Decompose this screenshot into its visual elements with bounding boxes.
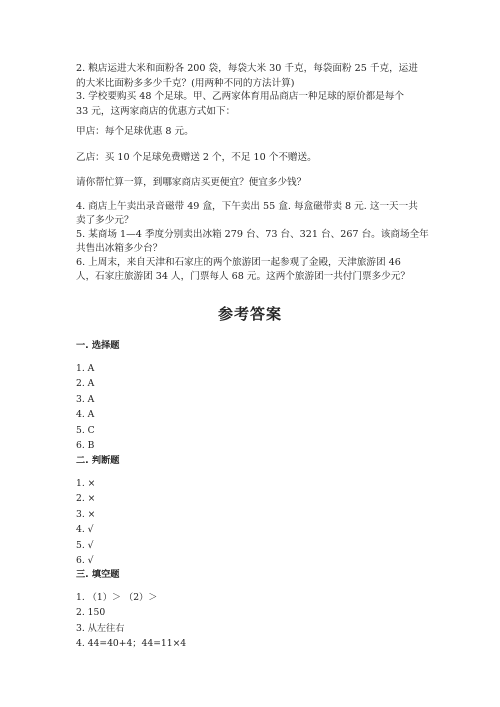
problem-4-line-1: 4. 商店上午卖出录音磁带 49 盒，下午卖出 55 盒. 每盒磁带卖 8 元. 这一天一共 bbox=[76, 201, 418, 212]
list-item: 5. √ bbox=[76, 539, 94, 551]
problem-3-line-2: 33 元，这两家商店的优惠方式如下： bbox=[76, 106, 236, 117]
problem-3-line-1: 3. 学校要购买 48 个足球。甲、乙两家体育用品商店一种足球的原价都是每个 bbox=[76, 91, 404, 102]
problem-6-line-2: 人，石家庄旅游团 34 人，门票每人 68 元。这两个旅游团一共付门票多少元？ bbox=[76, 271, 411, 282]
list-item: 3. 从左往右 bbox=[76, 622, 125, 634]
problem-4-line-2: 卖了多少元？ bbox=[76, 215, 134, 226]
answer-list-fill bbox=[76, 590, 186, 652]
list-item: 6. √ bbox=[76, 555, 94, 567]
shop-a-offer: 甲店：每个足球优惠 8 元。 bbox=[76, 126, 194, 137]
list-item: 2. 150 bbox=[76, 607, 106, 619]
problem-2-line-1: 2. 粮店运进大米和面粉各 200 袋，每袋大米 30 千克，每袋面粉 25 千克，运进 bbox=[76, 63, 418, 74]
list-item: 5. C bbox=[76, 424, 95, 436]
list-item: 2. A bbox=[76, 378, 95, 390]
section-heading-choice: 一. 选择题 bbox=[76, 340, 120, 351]
problem-5-line-1: 5. 某商场 1—4 季度分别卖出冰箱 279 台、73 台、321 台、267 台。该商场全年 bbox=[76, 229, 429, 240]
list-item: 1. × bbox=[76, 478, 96, 489]
problem-6-line-1: 6. 上周末，来自天津和石家庄的两个旅游团一起参观了金殿，天津旅游团 46 bbox=[76, 257, 401, 268]
shop-b-offer: 乙店：买 10 个足球免费赠送 2 个，不足 10 个不赠送。 bbox=[76, 152, 317, 163]
answer-list-judge bbox=[76, 476, 95, 568]
list-item: 2. × bbox=[76, 493, 96, 505]
problem-3-question: 请你帮忙算一算，到哪家商店买更便宜？便宜多少钱？ bbox=[76, 177, 307, 188]
list-item: 6. B bbox=[76, 440, 95, 452]
list-item: 1. （1）＞ （2）＞ bbox=[76, 592, 158, 603]
section-heading-judge: 二. 判断题 bbox=[76, 455, 120, 466]
section-heading-fill: 三. 填空题 bbox=[76, 569, 120, 580]
problem-2-line-2: 的大米比面粉多多少千克？(用两种不同的方法计算) bbox=[76, 78, 295, 89]
problem-5-line-2: 共售出冰箱多少台？ bbox=[76, 243, 163, 254]
list-item: 1. A bbox=[76, 363, 95, 374]
list-item: 4. A bbox=[76, 409, 95, 421]
answer-list-choice bbox=[76, 361, 95, 453]
list-item: 4. 44=40+4；44=11×4 bbox=[76, 638, 187, 650]
list-item: 3. × bbox=[76, 508, 96, 520]
list-item: 3. A bbox=[76, 393, 95, 405]
list-item: 4. √ bbox=[76, 524, 94, 536]
answer-title: 参考答案 bbox=[217, 305, 282, 323]
